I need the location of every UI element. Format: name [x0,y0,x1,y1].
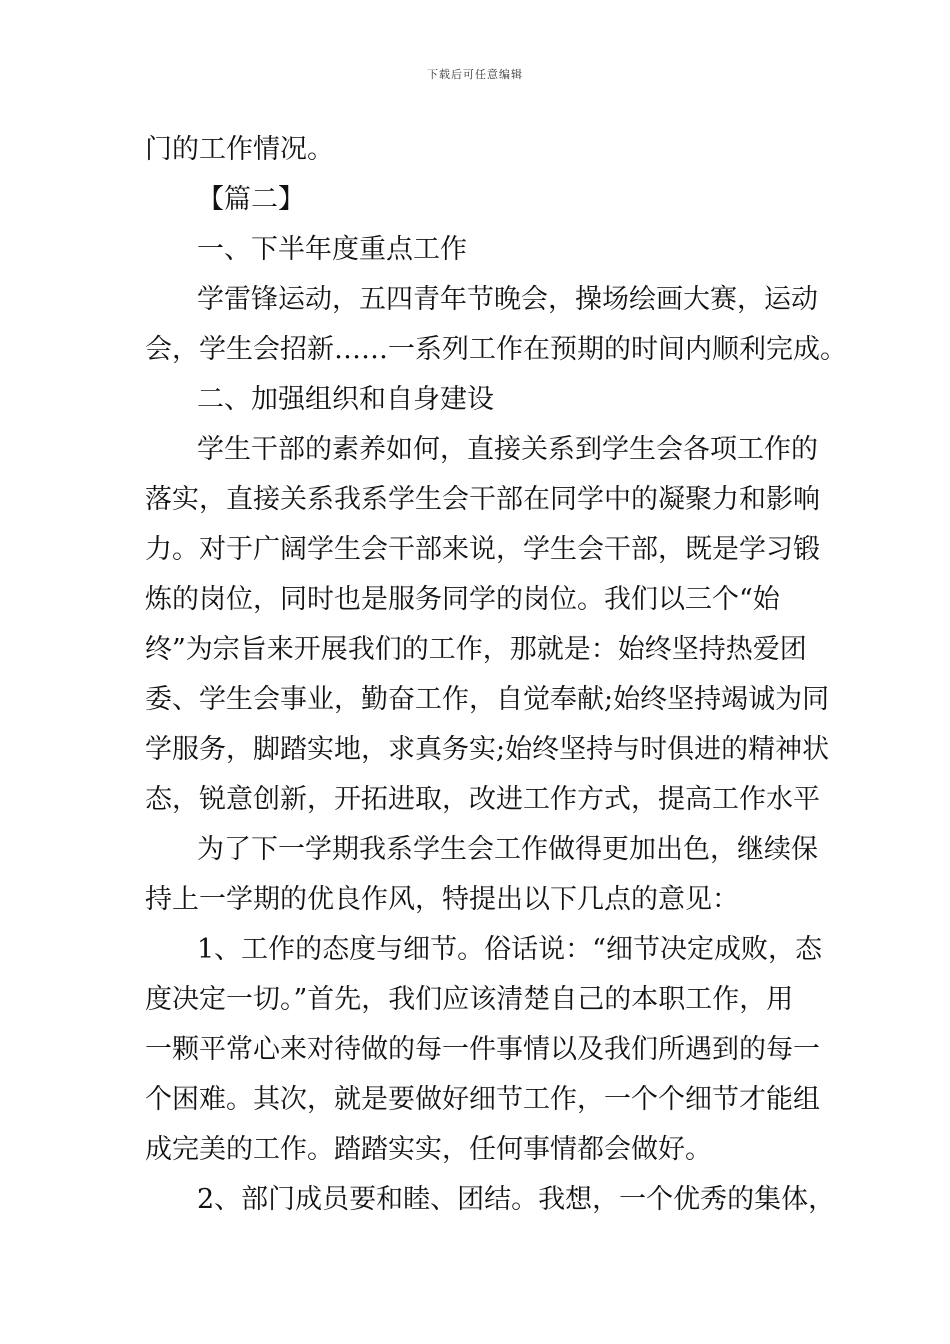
section-heading: 【篇二】 [197,184,305,215]
body-line: 为了下一学期我系学生会工作做得更加出色，继续保 [197,834,818,865]
body-line: 2、部门成员要和睦、团结。我想，一个优秀的集体， [197,1184,836,1215]
body-line: 会，学生会招新……一系列工作在预期的时间内顺利完成。 [145,334,847,365]
subheading: 二、加强组织和自身建设 [197,384,494,415]
body-line: 炼的岗位，同时也是服务同学的岗位。我们以三个“始 [145,584,780,615]
body-line: 终”为宗旨来开展我们的工作，那就是：始终坚持热爱团 [145,634,807,665]
body-line: 个困难。其次，就是要做好细节工作，一个个细节才能组 [145,1084,820,1115]
body-line: 门的工作情况。 [145,134,334,165]
body-line: 态，锐意创新，开拓进取，改进工作方式，提高工作水平 [145,784,820,815]
header-note: 下载后可任意编辑 [427,68,523,81]
body-line: 度决定一切。”首先，我们应该清楚自己的本职工作，用 [145,984,794,1015]
body-line: 1、工作的态度与细节。俗话说：“细节决定成败，态 [197,934,822,965]
body-line: 落实，直接关系我系学生会干部在同学中的凝聚力和影响 [145,484,820,515]
body-line: 学生干部的素养如何，直接关系到学生会各项工作的 [197,434,818,465]
subheading: 一、下半年度重点工作 [197,234,467,265]
body-line: 成完美的工作。踏踏实实，任何事情都会做好。 [145,1134,712,1165]
body-line: 持上一学期的优良作风，特提出以下几点的意见： [145,884,739,915]
body-line: 学雷锋运动，五四青年节晚会，操场绘画大赛，运动 [197,284,818,315]
body-line: 一颗平常心来对待做的每一件事情以及我们所遇到的每一 [145,1034,820,1065]
body-line: 委、学生会事业，勤奋工作，自觉奉献;始终坚持竭诚为同 [145,684,830,715]
body-line: 学服务，脚踏实地，求真务实;始终坚持与时俱进的精神状 [145,734,830,765]
body-line: 力。对于广阔学生会干部来说，学生会干部，既是学习锻 [145,534,820,565]
